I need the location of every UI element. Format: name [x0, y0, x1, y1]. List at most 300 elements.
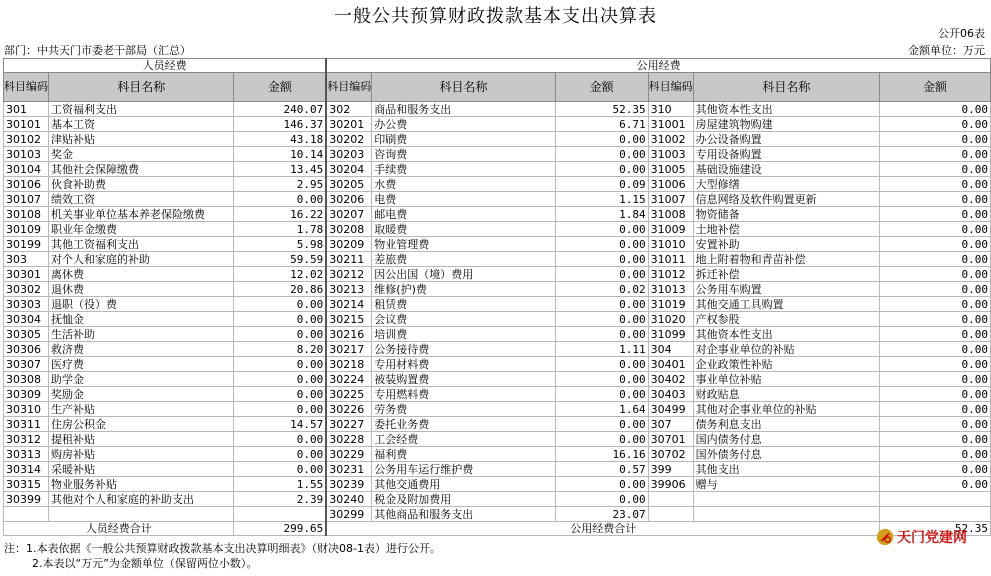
name-cell: 电费 — [372, 192, 555, 207]
name-cell: 对个人和家庭的补助 — [49, 252, 234, 267]
name-cell: 事业单位补贴 — [693, 372, 880, 387]
name-cell: 企业政策性补贴 — [693, 357, 880, 372]
name-cell: 地上附着物和青苗补偿 — [693, 252, 880, 267]
name-cell: 会议费 — [372, 312, 555, 327]
amount-cell — [880, 507, 991, 522]
code-cell: 30308 — [4, 372, 49, 387]
code-cell: 30701 — [648, 432, 693, 447]
name-cell: 因公出国（境）费用 — [372, 267, 555, 282]
amount-cell: 0.00 — [880, 327, 991, 342]
amount-cell: 0.00 — [880, 162, 991, 177]
name-cell: 租赁费 — [372, 297, 555, 312]
name-cell: 印刷费 — [372, 132, 555, 147]
code-cell: 30203 — [326, 147, 372, 162]
code-header: 科目编码 — [648, 73, 693, 102]
amount-cell: 1.15 — [555, 192, 648, 207]
code-cell: 30202 — [326, 132, 372, 147]
code-cell: 30224 — [326, 372, 372, 387]
name-cell: 邮电费 — [372, 207, 555, 222]
amount-cell: 0.00 — [880, 252, 991, 267]
amount-cell: 0.00 — [880, 357, 991, 372]
code-cell: 31011 — [648, 252, 693, 267]
amount-cell: 0.00 — [880, 117, 991, 132]
amount-cell: 14.57 — [234, 417, 326, 432]
name-cell: 奖励金 — [49, 387, 234, 402]
amount-cell: 0.00 — [880, 402, 991, 417]
amount-cell: 0.00 — [234, 372, 326, 387]
amount-cell: 0.00 — [555, 132, 648, 147]
code-cell — [648, 492, 693, 507]
name-cell: 其他支出 — [693, 462, 880, 477]
code-cell: 31005 — [648, 162, 693, 177]
code-cell: 30311 — [4, 417, 49, 432]
code-cell: 39906 — [648, 477, 693, 492]
code-cell: 30307 — [4, 357, 49, 372]
name-cell: 生活补助 — [49, 327, 234, 342]
name-cell: 培训费 — [372, 327, 555, 342]
public-total-label: 公用经费合计 — [326, 522, 879, 536]
amount-cell: 0.00 — [880, 297, 991, 312]
amount-cell: 0.00 — [555, 432, 648, 447]
code-cell — [648, 507, 693, 522]
code-header: 科目编码 — [326, 73, 372, 102]
table-row — [4, 297, 991, 312]
amount-header: 金额 — [880, 73, 991, 102]
name-cell: 其他对企事业单位的补贴 — [693, 402, 880, 417]
name-cell: 债务利息支出 — [693, 417, 880, 432]
amount-cell: 0.00 — [880, 342, 991, 357]
code-cell: 30228 — [326, 432, 372, 447]
table-row — [4, 387, 991, 402]
amount-cell: 0.00 — [880, 237, 991, 252]
code-cell: 31019 — [648, 297, 693, 312]
amount-cell: 0.00 — [555, 492, 648, 507]
name-cell: 伙食补助费 — [49, 177, 234, 192]
name-cell: 水费 — [372, 177, 555, 192]
table-row — [4, 492, 991, 507]
code-cell: 30213 — [326, 282, 372, 297]
amount-cell: 0.00 — [555, 297, 648, 312]
table-row — [4, 507, 991, 522]
amount-cell: 0.00 — [234, 447, 326, 462]
amount-cell: 0.00 — [880, 207, 991, 222]
name-cell: 基本工资 — [49, 117, 234, 132]
table-row — [4, 162, 991, 177]
name-cell: 劳务费 — [372, 402, 555, 417]
table-row — [4, 372, 991, 387]
amount-cell: 0.00 — [555, 417, 648, 432]
name-cell: 机关事业单位基本养老保险缴费 — [49, 207, 234, 222]
code-cell: 30107 — [4, 192, 49, 207]
amount-cell: 2.95 — [234, 177, 326, 192]
code-cell: 30199 — [4, 237, 49, 252]
table-row — [4, 267, 991, 282]
amount-cell: 59.59 — [234, 252, 326, 267]
name-cell: 物资储备 — [693, 207, 880, 222]
name-cell: 取暖费 — [372, 222, 555, 237]
code-cell: 31007 — [648, 192, 693, 207]
code-cell: 30315 — [4, 477, 49, 492]
name-cell: 产权参股 — [693, 312, 880, 327]
amount-cell: 1.78 — [234, 222, 326, 237]
name-cell: 对企事业单位的补贴 — [693, 342, 880, 357]
personnel-total-value: 299.65 — [234, 522, 326, 536]
name-cell: 生产补贴 — [49, 402, 234, 417]
name-cell: 土地补偿 — [693, 222, 880, 237]
name-cell: 住房公积金 — [49, 417, 234, 432]
amount-cell: 10.14 — [234, 147, 326, 162]
name-cell: 其他交通工具购置 — [693, 297, 880, 312]
name-cell: 国内债务付息 — [693, 432, 880, 447]
code-cell: 30106 — [4, 177, 49, 192]
name-cell: 福利费 — [372, 447, 555, 462]
amount-cell: 0.00 — [555, 237, 648, 252]
code-cell: 30103 — [4, 147, 49, 162]
site-logo — [876, 527, 967, 547]
amount-cell: 0.00 — [880, 432, 991, 447]
unit-label: 金额单位：万元 — [908, 44, 985, 57]
name-cell: 物业服务补贴 — [49, 477, 234, 492]
party-emblem-icon — [876, 528, 894, 546]
code-cell: 31003 — [648, 147, 693, 162]
table-row — [4, 132, 991, 147]
code-cell: 30313 — [4, 447, 49, 462]
amount-cell: 0.57 — [555, 462, 648, 477]
personnel-total-label: 人员经费合计 — [4, 522, 234, 536]
code-cell: 30399 — [4, 492, 49, 507]
name-cell: 信息网络及软件购置更新 — [693, 192, 880, 207]
code-cell: 31010 — [648, 237, 693, 252]
table-row — [4, 357, 991, 372]
code-cell: 30403 — [648, 387, 693, 402]
amount-cell: 0.00 — [880, 462, 991, 477]
name-cell: 办公费 — [372, 117, 555, 132]
name-header: 科目名称 — [372, 73, 555, 102]
table-row — [4, 117, 991, 132]
amount-header: 金额 — [234, 73, 326, 102]
code-cell: 30229 — [326, 447, 372, 462]
amount-cell: 23.07 — [555, 507, 648, 522]
name-cell: 其他交通费用 — [372, 477, 555, 492]
amount-cell: 5.98 — [234, 237, 326, 252]
amount-cell: 0.00 — [234, 312, 326, 327]
code-cell: 31020 — [648, 312, 693, 327]
table-row — [4, 462, 991, 477]
name-cell: 津贴补贴 — [49, 132, 234, 147]
table-row — [4, 237, 991, 252]
table-row — [4, 207, 991, 222]
code-cell: 30312 — [4, 432, 49, 447]
logo-text: 天门党建网 — [897, 530, 967, 546]
name-cell: 税金及附加费用 — [372, 492, 555, 507]
footnote-2: 2.本表以“万元”为金额单位（保留两位小数）。 — [32, 557, 258, 570]
name-cell: 提租补贴 — [49, 432, 234, 447]
name-cell: 公务用车运行维护费 — [372, 462, 555, 477]
expenditure-table — [3, 58, 991, 536]
code-cell: 31002 — [648, 132, 693, 147]
code-cell: 30226 — [326, 402, 372, 417]
amount-cell — [880, 492, 991, 507]
table-row — [4, 342, 991, 357]
name-cell: 专用材料费 — [372, 357, 555, 372]
code-cell: 31099 — [648, 327, 693, 342]
table-row — [4, 417, 991, 432]
personnel-group-header: 人员经费 — [4, 59, 327, 73]
amount-cell: 0.00 — [234, 297, 326, 312]
name-cell: 其他资本性支出 — [693, 102, 880, 117]
amount-cell: 6.71 — [555, 117, 648, 132]
table-row — [4, 312, 991, 327]
amount-cell: 0.00 — [555, 267, 648, 282]
name-cell: 拆迁补偿 — [693, 267, 880, 282]
code-cell: 31013 — [648, 282, 693, 297]
name-cell: 专用设备购置 — [693, 147, 880, 162]
code-cell: 30302 — [4, 282, 49, 297]
code-cell: 30309 — [4, 387, 49, 402]
amount-cell: 0.00 — [880, 192, 991, 207]
code-cell: 30211 — [326, 252, 372, 267]
amount-cell: 240.07 — [234, 102, 326, 117]
table-row — [4, 447, 991, 462]
name-cell: 工会经费 — [372, 432, 555, 447]
code-cell: 30208 — [326, 222, 372, 237]
code-cell: 303 — [4, 252, 49, 267]
amount-cell: 0.09 — [555, 177, 648, 192]
name-cell: 赠与 — [693, 477, 880, 492]
name-cell: 购房补贴 — [49, 447, 234, 462]
amount-cell: 8.20 — [234, 342, 326, 357]
amount-cell: 0.00 — [555, 147, 648, 162]
name-cell: 其他对个人和家庭的补助支出 — [49, 492, 234, 507]
name-cell: 救济费 — [49, 342, 234, 357]
name-cell: 办公设备购置 — [693, 132, 880, 147]
name-cell: 退职（役）费 — [49, 297, 234, 312]
amount-cell: 0.00 — [880, 447, 991, 462]
amount-cell: 0.00 — [880, 102, 991, 117]
amount-cell: 0.00 — [880, 282, 991, 297]
amount-cell: 0.00 — [880, 147, 991, 162]
code-cell: 30207 — [326, 207, 372, 222]
name-cell: 其他商品和服务支出 — [372, 507, 555, 522]
report-title: 一般公共预算财政拨款基本支出决算表 — [334, 6, 657, 27]
form-number: 公开06表 — [938, 27, 985, 40]
table-row — [4, 282, 991, 297]
amount-cell: 12.02 — [234, 267, 326, 282]
name-cell: 委托业务费 — [372, 417, 555, 432]
code-cell: 30401 — [648, 357, 693, 372]
code-cell: 304 — [648, 342, 693, 357]
amount-cell: 0.00 — [880, 417, 991, 432]
name-cell: 助学金 — [49, 372, 234, 387]
code-cell: 30217 — [326, 342, 372, 357]
amount-cell: 0.00 — [880, 387, 991, 402]
name-cell: 维修(护)费 — [372, 282, 555, 297]
table-row — [4, 327, 991, 342]
table-row — [4, 102, 991, 117]
name-cell: 专用燃料费 — [372, 387, 555, 402]
table-row — [4, 402, 991, 417]
name-cell: 奖金 — [49, 147, 234, 162]
code-cell: 30306 — [4, 342, 49, 357]
amount-cell: 1.55 — [234, 477, 326, 492]
code-cell: 30304 — [4, 312, 49, 327]
code-cell: 30239 — [326, 477, 372, 492]
table-row — [4, 252, 991, 267]
code-cell: 31006 — [648, 177, 693, 192]
name-cell: 商品和服务支出 — [372, 102, 555, 117]
amount-cell: 0.00 — [880, 312, 991, 327]
name-cell: 公务接待费 — [372, 342, 555, 357]
code-cell: 301 — [4, 102, 49, 117]
code-cell: 30227 — [326, 417, 372, 432]
name-cell: 绩效工资 — [49, 192, 234, 207]
name-cell: 物业管理费 — [372, 237, 555, 252]
code-cell: 302 — [326, 102, 372, 117]
amount-cell: 2.39 — [234, 492, 326, 507]
amount-cell: 0.00 — [234, 357, 326, 372]
amount-cell: 43.18 — [234, 132, 326, 147]
amount-cell: 0.00 — [880, 267, 991, 282]
name-cell: 咨询费 — [372, 147, 555, 162]
amount-cell: 0.00 — [555, 252, 648, 267]
name-cell: 其他工资福利支出 — [49, 237, 234, 252]
code-cell: 30499 — [648, 402, 693, 417]
name-cell: 医疗费 — [49, 357, 234, 372]
table-row — [4, 177, 991, 192]
amount-cell: 1.11 — [555, 342, 648, 357]
amount-cell: 13.45 — [234, 162, 326, 177]
code-cell: 30104 — [4, 162, 49, 177]
code-cell: 30240 — [326, 492, 372, 507]
amount-cell: 16.16 — [555, 447, 648, 462]
code-cell: 30216 — [326, 327, 372, 342]
name-cell: 大型修缮 — [693, 177, 880, 192]
amount-header: 金额 — [555, 73, 648, 102]
code-cell: 310 — [648, 102, 693, 117]
code-cell: 30299 — [326, 507, 372, 522]
amount-cell: 1.84 — [555, 207, 648, 222]
name-cell: 被装购置费 — [372, 372, 555, 387]
name-cell: 财政贴息 — [693, 387, 880, 402]
amount-cell: 0.00 — [555, 327, 648, 342]
code-cell: 30206 — [326, 192, 372, 207]
code-header: 科目编码 — [4, 73, 49, 102]
amount-cell: 0.00 — [234, 327, 326, 342]
amount-cell: 0.00 — [880, 132, 991, 147]
name-cell: 其他社会保障缴费 — [49, 162, 234, 177]
amount-cell: 20.86 — [234, 282, 326, 297]
name-cell: 抚恤金 — [49, 312, 234, 327]
code-cell: 30201 — [326, 117, 372, 132]
amount-cell: 0.00 — [555, 387, 648, 402]
amount-cell: 0.00 — [555, 477, 648, 492]
code-cell: 30215 — [326, 312, 372, 327]
name-cell: 房屋建筑物购建 — [693, 117, 880, 132]
table-row — [4, 192, 991, 207]
footnote-1: 注：1.本表依据《一般公共预算财政拨款基本支出决算明细表》（财决08-1表）进行公开。 — [4, 542, 441, 555]
code-cell: 30204 — [326, 162, 372, 177]
public-group-header: 公用经费 — [326, 59, 990, 73]
code-cell — [4, 507, 49, 522]
code-cell: 307 — [648, 417, 693, 432]
name-cell: 安置补助 — [693, 237, 880, 252]
amount-cell: 1.64 — [555, 402, 648, 417]
name-cell: 离休费 — [49, 267, 234, 282]
amount-cell: 0.00 — [234, 402, 326, 417]
name-cell: 手续费 — [372, 162, 555, 177]
amount-cell: 0.00 — [234, 432, 326, 447]
amount-cell: 0.00 — [880, 177, 991, 192]
amount-cell: 0.00 — [234, 462, 326, 477]
code-cell: 30305 — [4, 327, 49, 342]
public-total-value: 52.35 — [880, 522, 991, 536]
amount-cell: 146.37 — [234, 117, 326, 132]
amount-cell: 52.35 — [555, 102, 648, 117]
code-cell: 30209 — [326, 237, 372, 252]
name-header: 科目名称 — [49, 73, 234, 102]
table-row — [4, 432, 991, 447]
name-cell: 退休费 — [49, 282, 234, 297]
code-cell: 30109 — [4, 222, 49, 237]
name-cell: 差旅费 — [372, 252, 555, 267]
code-cell: 30231 — [326, 462, 372, 477]
name-cell: 其他资本性支出 — [693, 327, 880, 342]
amount-cell: 0.00 — [555, 372, 648, 387]
table-row — [4, 147, 991, 162]
code-cell: 30702 — [648, 447, 693, 462]
code-cell: 30301 — [4, 267, 49, 282]
totals-row — [4, 522, 991, 536]
amount-cell: 0.00 — [555, 222, 648, 237]
amount-cell: 0.02 — [555, 282, 648, 297]
code-cell: 30214 — [326, 297, 372, 312]
footnotes — [4, 541, 441, 571]
code-cell: 30108 — [4, 207, 49, 222]
table-row — [4, 477, 991, 492]
name-cell: 职业年金缴费 — [49, 222, 234, 237]
code-cell: 30310 — [4, 402, 49, 417]
name-cell: 基础设施建设 — [693, 162, 880, 177]
amount-cell: 0.00 — [234, 387, 326, 402]
name-cell — [49, 507, 234, 522]
code-cell: 31009 — [648, 222, 693, 237]
code-cell: 30102 — [4, 132, 49, 147]
amount-cell: 16.22 — [234, 207, 326, 222]
code-cell: 30212 — [326, 267, 372, 282]
code-cell: 31008 — [648, 207, 693, 222]
name-header: 科目名称 — [693, 73, 880, 102]
amount-cell: 0.00 — [880, 372, 991, 387]
amount-cell: 0.00 — [555, 312, 648, 327]
amount-cell: 0.00 — [880, 222, 991, 237]
name-cell: 公务用车购置 — [693, 282, 880, 297]
department-label: 部门：中共天门市委老干部局（汇总） — [4, 44, 191, 57]
amount-cell: 0.00 — [555, 357, 648, 372]
amount-cell: 0.00 — [234, 192, 326, 207]
name-cell: 采暖补贴 — [49, 462, 234, 477]
name-cell: 国外债务付息 — [693, 447, 880, 462]
code-cell: 30218 — [326, 357, 372, 372]
amount-cell — [234, 507, 326, 522]
amount-cell: 0.00 — [880, 477, 991, 492]
code-cell: 30205 — [326, 177, 372, 192]
code-cell: 30101 — [4, 117, 49, 132]
code-cell: 31012 — [648, 267, 693, 282]
name-cell — [693, 492, 880, 507]
code-cell: 399 — [648, 462, 693, 477]
amount-cell: 0.00 — [555, 162, 648, 177]
name-cell: 工资福利支出 — [49, 102, 234, 117]
